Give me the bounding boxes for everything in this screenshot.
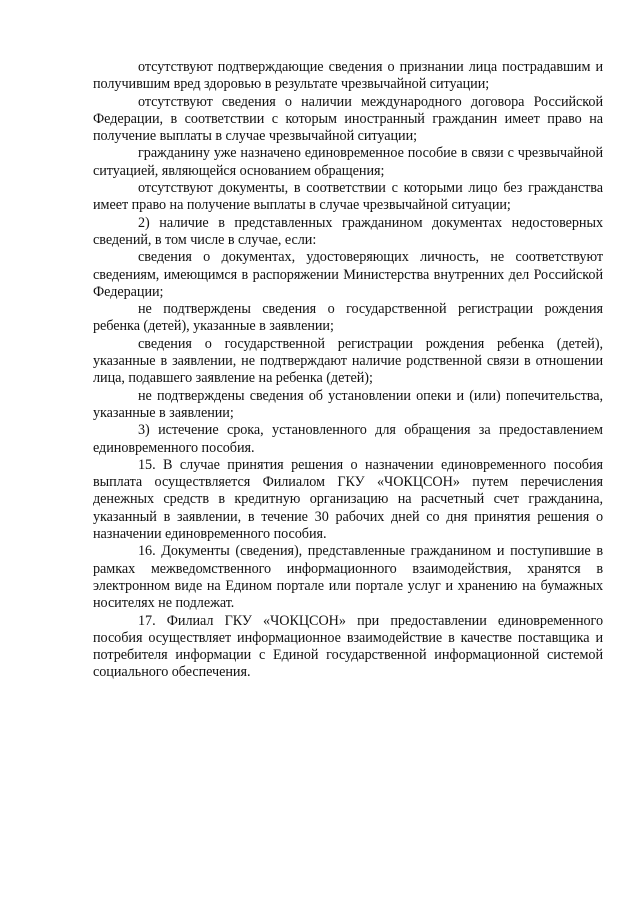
paragraph-section-17-information-exchange: 17. Филиал ГКУ «ЧОКЦСОН» при предоставлении единовременного пособия осуществляет информационное взаимодействие в качестве поставщика и потребителя информации с Единой государственной информационной системой социального обеспечения. <box>93 612 603 681</box>
paragraph-guardianship-unconfirmed: не подтверждены сведения об установлении опеки и (или) попечительства, указанные в заявлении; <box>93 387 603 421</box>
paragraph-stateless-no-documents: отсутствуют документы, в соответствии с которыми лицо без гражданства имеет право на получение выплаты в случае чрезвычайной ситуации; <box>93 180 603 214</box>
paragraph-identity-documents-mismatch: сведения о документах, удостоверяющих личность, не соответствуют сведениям, имеющимся в распоряжении Министерства внутренних дел Российской Федерации; <box>93 249 603 300</box>
paragraph-benefit-already-assigned: гражданину уже назначено единовременное пособие в связи с чрезвычайной ситуацией, являющейся основанием обращения; <box>93 145 603 179</box>
document-body <box>93 59 603 682</box>
paragraph-item-3-deadline-expired: 3) истечение срока, установленного для обращения за предоставлением единовременного пособия. <box>93 422 603 456</box>
paragraph-birth-registration-unconfirmed: не подтверждены сведения о государственной регистрации рождения ребенка (детей), указанные в заявлении; <box>93 301 603 335</box>
paragraph-no-family-relation: сведения о государственной регистрации рождения ребенка (детей), указанные в заявлении, не подтверждают наличие родственной связи в отношении лица, подавшего заявление на ребенка (детей); <box>93 335 603 387</box>
paragraph-item-2-false-information: 2) наличие в представленных гражданином документах недостоверных сведений, в том числе в случае, если: <box>93 214 603 248</box>
paragraph-section-16-documents-storage: 16. Документы (сведения), представленные гражданином и поступившие в рамках межведомственного информационного взаимодействия, хранятся в электронном виде на Едином портале или портале услуг и хранению на бумажных носителях не подлежат. <box>93 543 603 612</box>
paragraph-no-confirmation-injury: отсутствуют подтверждающие сведения о признании лица пострадавшим и получившим вред здоровью в результате чрезвычайной ситуации; <box>93 59 603 93</box>
paragraph-no-international-treaty: отсутствуют сведения о наличии международного договора Российской Федерации, в соответствии с которым иностранный гражданин имеет право на получение выплаты в случае чрезвычайной ситуации; <box>93 93 603 145</box>
paragraph-section-15-payment: 15. В случае принятия решения о назначении единовременного пособия выплата осуществляется Филиалом ГКУ «ЧОКЦСОН» путем перечисления денежных средств в кредитную организацию на расчетный счет гражданина, указанный в заявлении, в течение 30 рабочих дней со дня принятия решения о назначении единовременного пособия. <box>93 456 603 543</box>
